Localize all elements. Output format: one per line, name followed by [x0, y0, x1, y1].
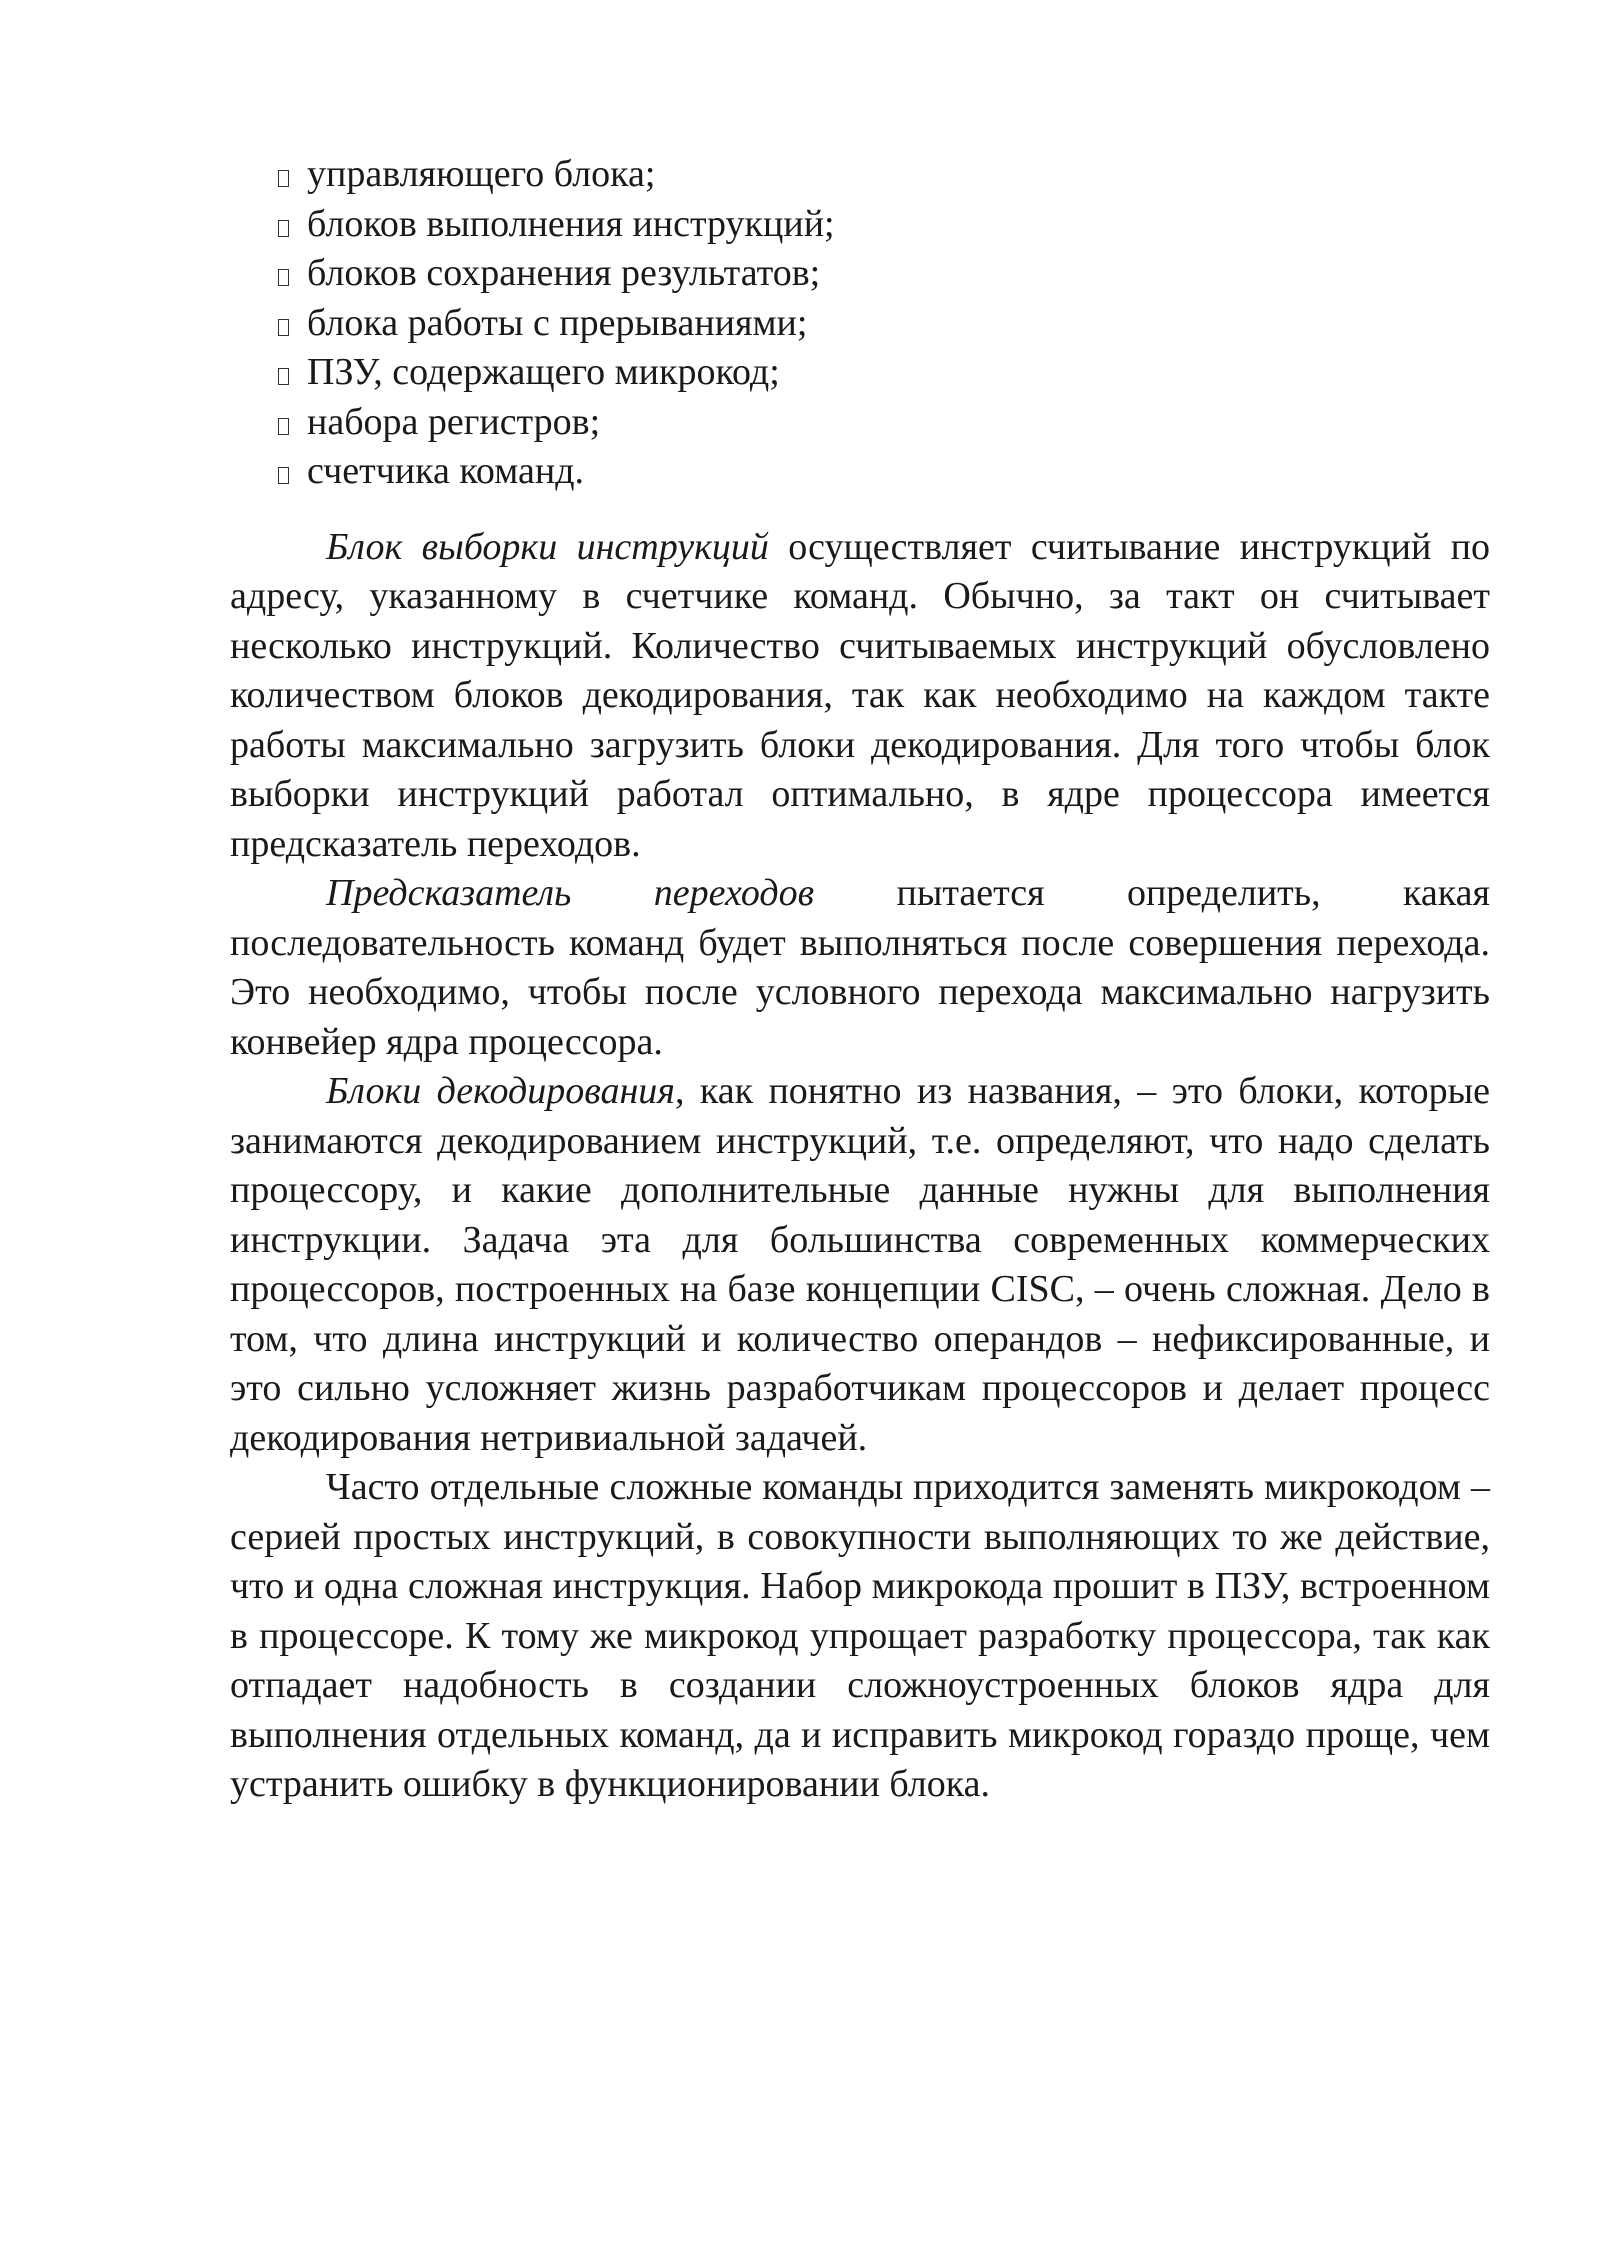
paragraph-term: Блок выборки инструкций [326, 525, 769, 568]
paragraph-microcode [230, 1463, 1490, 1810]
list-item-text: ПЗУ, содержащего микрокод; [307, 351, 780, 393]
paragraph-text: , как понятно из названия, – это блоки, которые занимаются декодированием инструкций, т.е. определяют, что надо сделать процессору, и какие дополнительные данные нужны для выполнения инструкции. Задача эта для большинства современных коммерческих процессоров, построенных на базе концепции CISC, – очень сложная. Дело в том, что длина инструкций и количество операндов – нефиксированные, и это сильно усложняет жизнь разработчикам процессоров и делает процесс декодирования нетривиальной задачей. [230, 1070, 1490, 1459]
paragraph-decode-units [230, 1067, 1490, 1463]
bullet-list [230, 150, 1490, 497]
list-item [278, 150, 1490, 200]
square-bullet-icon [278, 467, 289, 484]
paragraph-text: пытается определить, какая последовательность команд будет выполняться после совершения перехода. Это необходимо, чтобы после условного перехода максимально нагрузить конвейер ядра процессора. [230, 872, 1490, 1063]
square-bullet-icon [278, 220, 289, 237]
list-item-text: управляющего блока; [307, 153, 656, 195]
paragraph-branch-predictor [230, 869, 1490, 1067]
list-item [278, 348, 1490, 398]
list-item-text: блоков выполнения инструкций; [307, 202, 835, 245]
list-item [278, 398, 1490, 448]
list-item-text: блоков сохранения результатов; [307, 252, 821, 294]
page-content [230, 150, 1490, 1810]
list-item-text: набора регистров; [307, 400, 601, 443]
list-item [278, 299, 1490, 349]
list-item [278, 249, 1490, 299]
paragraph-text: осуществляет считывание инструкций по адресу, указанному в счетчике команд. Обычно, за такт он считывает несколько инструкций. Количество считываемых инструкций обусловлено количеством блоков декодирования, так как необходимо на каждом такте работы максимально загрузить блоки декодирования. Для того чтобы блок выборки инструкций работал оптимально, в ядре процессора имеется предсказатель переходов. [230, 525, 1490, 865]
paragraph-fetch-unit [230, 523, 1490, 870]
paragraph-term: Предсказатель переходов [326, 872, 815, 914]
square-bullet-icon [278, 170, 289, 187]
list-item-text: счетчика команд. [307, 450, 585, 492]
list-item-text: блока работы с прерываниями; [307, 301, 808, 344]
list-item [278, 447, 1490, 497]
square-bullet-icon [278, 269, 289, 286]
paragraph-text: Часто отдельные сложные команды приходится заменять микрокодом – серией простых инструкций, в совокупности выполняющих то же действие, что и одна сложная инструкция. Набор микрокода прошит в ПЗУ, встроенном в процессоре. К тому же микрокод упрощает разработку процессора, так как отпадает надобность в создании сложноустроенных блоков ядра для выполнения отдельных команд, да и исправить микрокод гораздо проще, чем устранить ошибку в функционировании блока. [230, 1466, 1490, 1805]
list-item [278, 200, 1490, 250]
paragraph-term: Блоки декодирования [326, 1070, 675, 1112]
square-bullet-icon [278, 418, 289, 435]
square-bullet-icon [278, 319, 289, 336]
square-bullet-icon [278, 368, 289, 385]
